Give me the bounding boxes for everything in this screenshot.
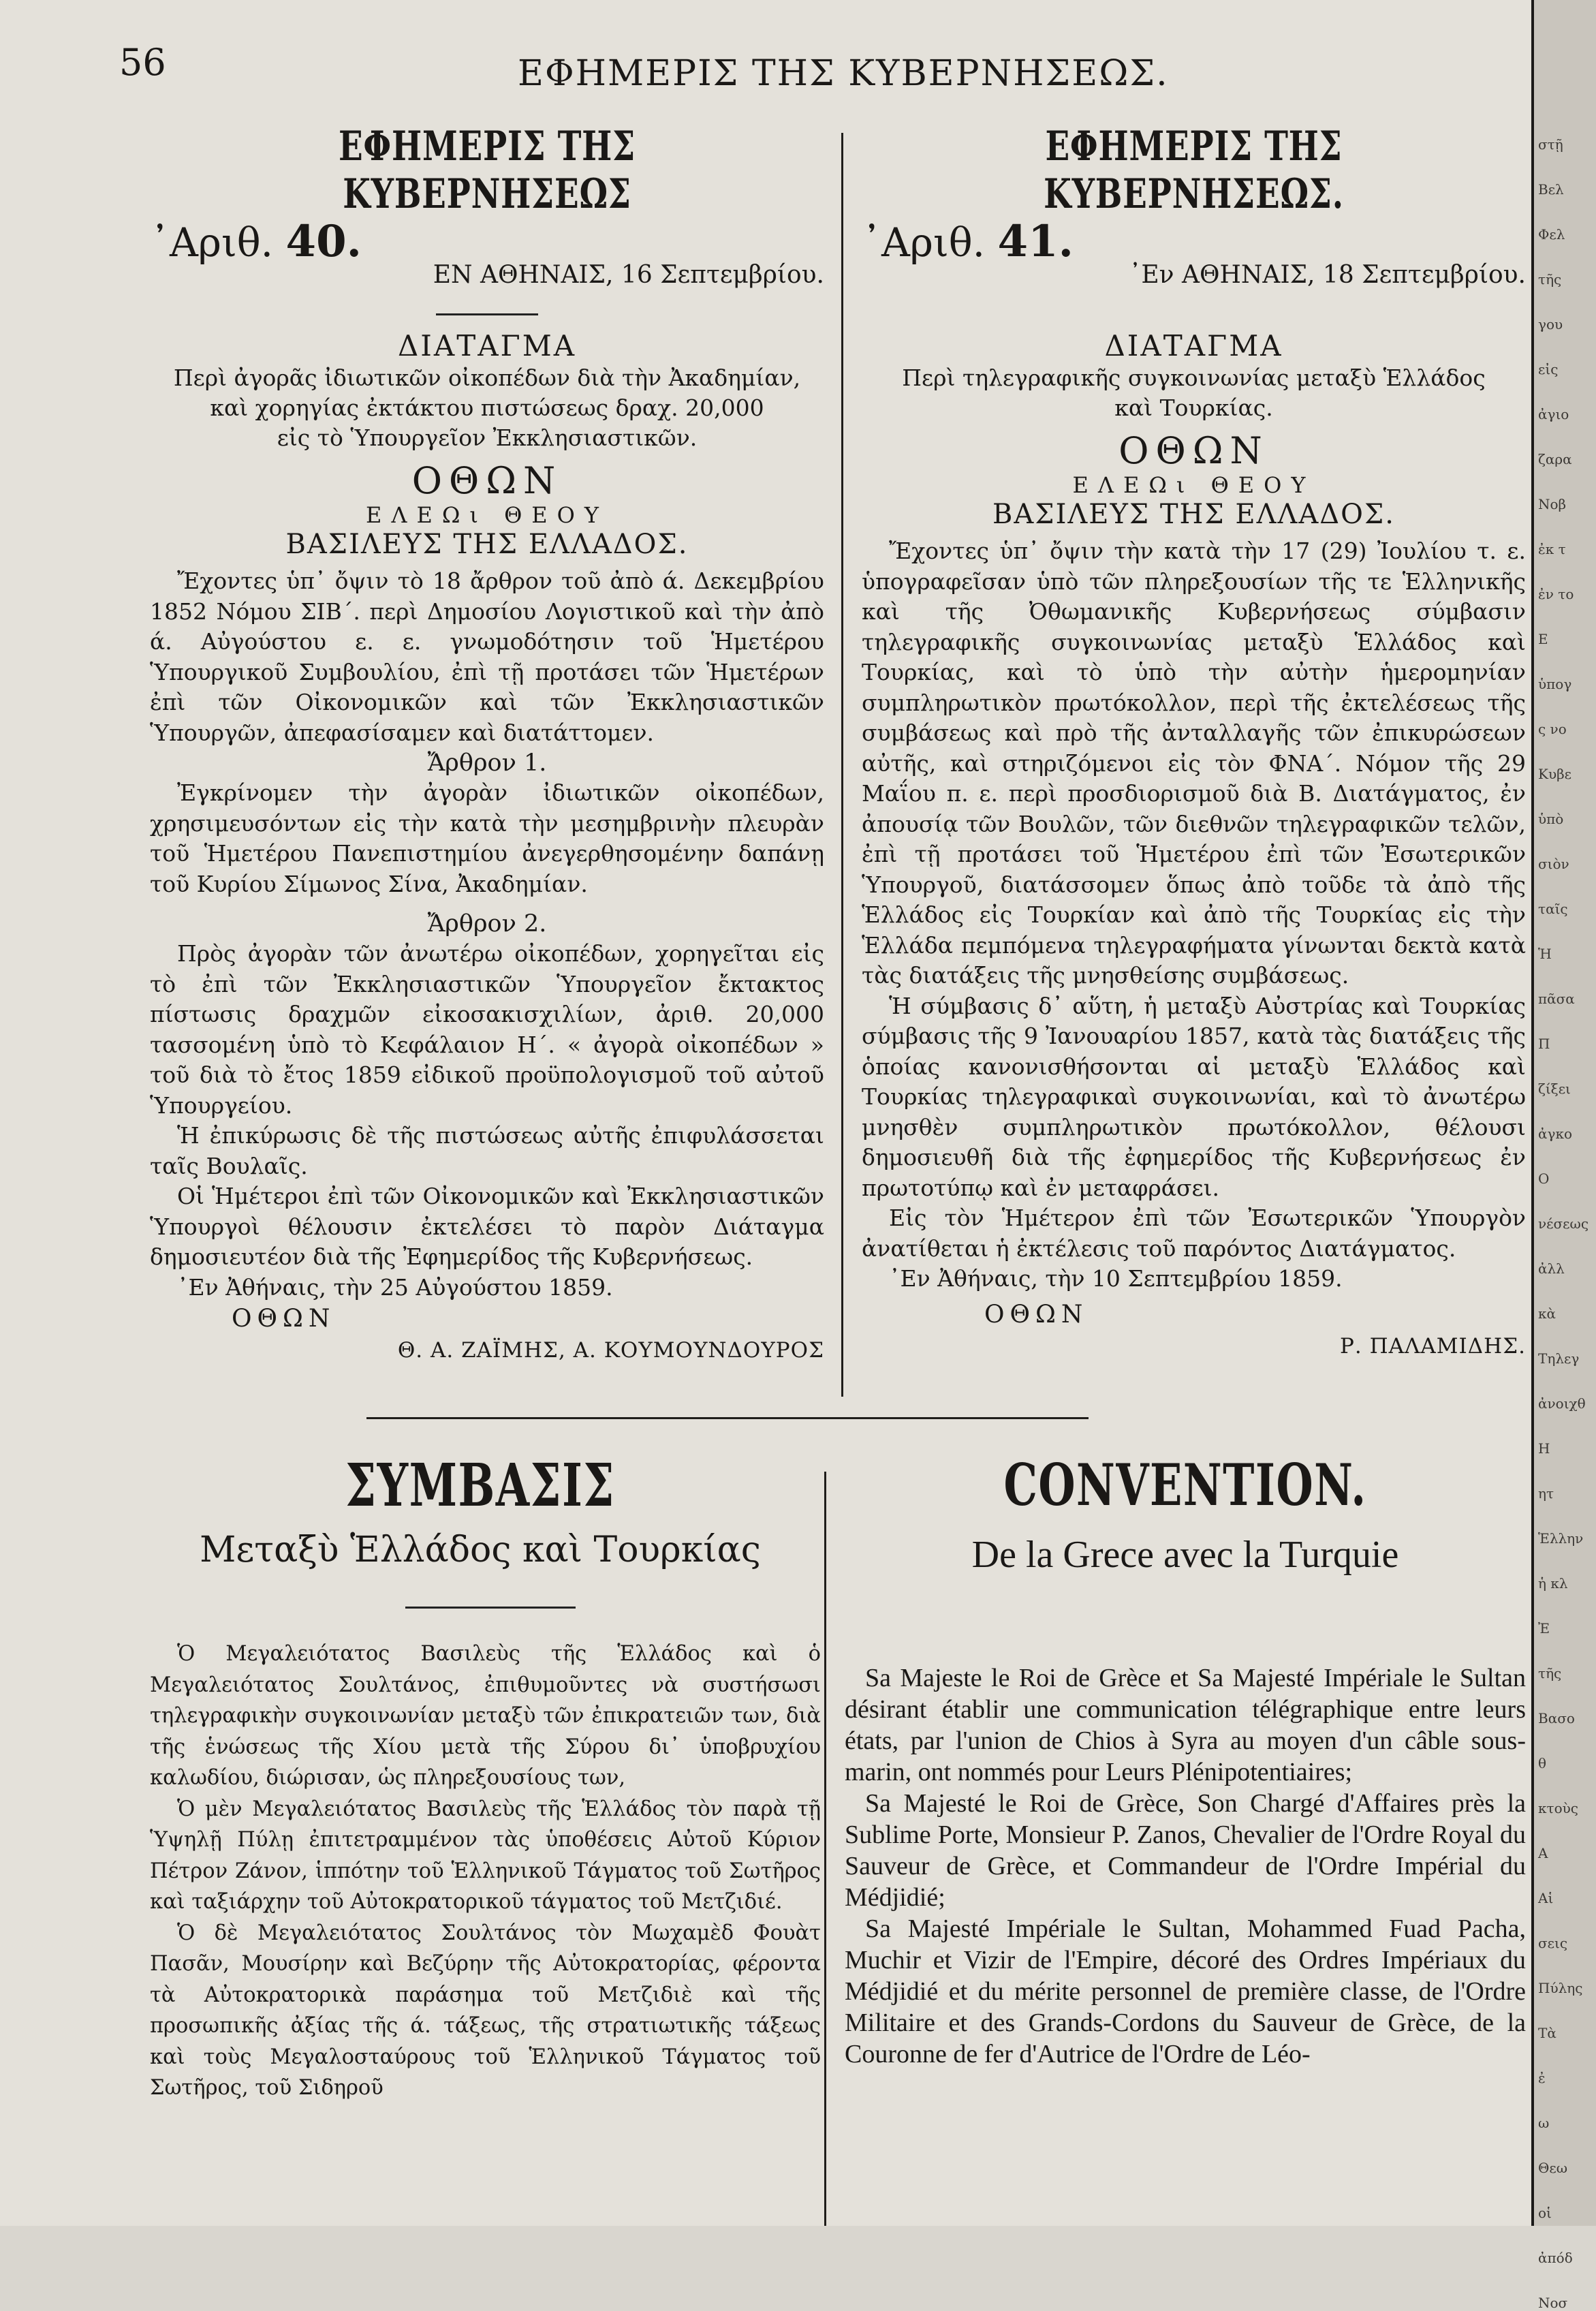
edge-fragment: ἀλλ (1538, 1260, 1565, 1277)
edge-fragment: Φελ (1538, 226, 1565, 243)
execution-clause: Εἰς τὸν Ἡμέτερον ἐπὶ τῶν Ἐσωτερικῶν Ὑπουργὸν ἀνατίθεται ἡ ἐκτέλεσις τοῦ παρόντος Διατάγματος. (862, 1205, 1526, 1262)
edge-fragment: γου (1538, 316, 1563, 332)
decree-title-left: ΔΙΑΤΑΓΜΑ (397, 329, 577, 362)
dateline-left: ΕΝ ΑΘΗΝΑΙΣ, 16 Σεπτεμβρίου. (433, 261, 824, 289)
running-head: ΕΦΗΜΕΡΙΣ ΤΗΣ ΚΥΒΕΡΝΗΣΕΩΣ. (518, 53, 1169, 94)
edge-fragment: οἱ (1538, 2205, 1552, 2221)
masthead-right: ΕΦΗΜΕΡΙΣ ΤΗΣ ΚΥΒΕΡΝΗΣΕΩΣ. (1044, 123, 1344, 218)
edge-fragment: ἀγκο (1538, 1126, 1572, 1142)
edge-fragment: θ (1538, 1755, 1547, 1771)
edge-fragment: Νοβ (1538, 496, 1567, 512)
decree-body-left (150, 566, 824, 1303)
paragraph: Ὁ Μεγαλειότατος Βασιλεὺς τῆς Ἑλλάδος καὶ ὁ Μεγαλειότατος Σουλτάνος, ἐπιθυμοῦντες νὰ συστήσωσι τηλεγραφικὴν συγκοινωνίαν μεταξὺ τῶν ἐπικρατειῶν των, διὰ τῆς ἑνώσεως τῆς Χίου μετὰ τῆς Σύρου δι᾿ ὑποβρυχίου καλωδίου, διώρισαν, ὡς πληρεξουσίους των, (150, 1642, 821, 1790)
edge-fragment: σιὸν (1538, 856, 1569, 872)
edge-fragment: ητ (1538, 1485, 1554, 1502)
convention-title: CONVENTION. (1003, 1451, 1367, 1519)
decree-title-right: ΔΙΑΤΑΓΜΑ (1104, 329, 1283, 362)
subject-line: καὶ χορηγίας ἐκτάκτου πιστώσεως δραχ. 20,000 (210, 394, 764, 421)
edge-fragment: ταῖς (1538, 901, 1568, 917)
issue-40-column (150, 123, 824, 1365)
article-heading: Ἄρθρον 1. (427, 749, 547, 777)
edge-fragment: Νοσ (1538, 2295, 1568, 2311)
edge-fragment: στῇ (1538, 136, 1563, 153)
issue-number: 41. (997, 216, 1074, 267)
decree-body-right (862, 536, 1526, 1294)
edge-fragment: κτοὺς (1538, 1800, 1578, 1816)
place-date: ᾿Εν Ἀθήναις, τὴν 10 Σεπτεμβρίου 1859. (889, 1265, 1343, 1292)
edge-fragment: ὑπογ (1538, 676, 1572, 692)
ratification: Ἡ ἐπικύρωσις δὲ τῆς πιστώσεως αὐτῆς ἐπιφυλάσσεται ταῖς Βουλαῖς. (150, 1122, 824, 1179)
issue-41-column (862, 123, 1526, 1361)
edge-fragment: ἀπόδ (1538, 2250, 1573, 2266)
edge-fragment: κὰ (1538, 1305, 1556, 1322)
convention-subtitle: De la Grece avec la Turquie (971, 1534, 1399, 1576)
symvasis-subtitle: Μεταξὺ Ἑλλάδος καὶ Τουρκίας (200, 1530, 761, 1570)
paragraph: Sa Majeste le Roi de Grèce et Sa Majesté Impériale le Sultan désirant établir une communication télégraphique entre leurs états, par l'union de Chios à Syra au moyen d'un câble sous-marin, ont nommés pour Leurs Plénipotentiaires; (845, 1664, 1526, 1786)
edge-fragment: ἐκ τ (1538, 541, 1566, 557)
edge-fragment: ἐν το (1538, 586, 1574, 602)
page-number: 56 (119, 41, 166, 84)
king-signature-left: ΟΘΩΝ (232, 1305, 336, 1333)
edge-fragment: Βασο (1538, 1710, 1575, 1726)
edge-fragment: Κυβε (1538, 766, 1572, 782)
decree-subject-right (862, 363, 1526, 423)
edge-fragment: Ε (1538, 631, 1548, 647)
grace-right: ΕΛΕΩι ΘΕΟΥ (1072, 472, 1315, 498)
subject-line: Περὶ τηλεγραφικῆς συγκοινωνίας μεταξὺ Ἑλλάδος (902, 365, 1486, 391)
symvasis-body (150, 1639, 821, 2104)
edge-fragment: Τὰ (1538, 2025, 1556, 2041)
article-text: Πρὸς ἀγορὰν τῶν ἀνωτέρω οἰκοπέδων, χορηγεῖται εἰς τὸ ἐπὶ τῶν Ἐκκλησιαστικῶν Ὑπουργεῖον ἔκτακτος πίστωσις δραχμῶν εἰκοσακισχιλίων, ἀριθ. 20,000 τασσομένη ὑπὸ τὸ Κεφάλαιον Η΄. « ἀγορὰ οἰκοπέδων » τοῦ διὰ τὸ ἔτος 1859 εἰδικοῦ προϋπολογισμοῦ τοῦ αὐτοῦ Ὑπουργείου. (150, 940, 824, 1119)
convention-clause: Ἡ σύμβασις δ᾿ αὕτη, ἡ μεταξὺ Αὐστρίας καὶ Τουρκίας σύμβασις τῆς 9 Ἰανουαρίου 1857, κατὰ τὰς διατάξεις τῆς ὁποίας κανονισθήσονται αἱ μεταξὺ Ἑλλάδος καὶ Τουρκίας τηλεγραφικαὶ συγκοινωνίαι, καὶ τὸ ἀνωτέρω μνησθὲν συμπληρωτικὸν πρωτόκολλον, θέλουσι δημοσιευθῆ διὰ τῆς ἐφημερίδος τῆς Κυβερνήσεως ἐν πρωτοτύπῳ καὶ ἐν μεταφράσει. (862, 992, 1526, 1201)
adjacent-page-edge (1531, 0, 1596, 2311)
article-heading: Ἄρθρον 2. (427, 910, 547, 937)
edge-fragment: Ἡ (1538, 946, 1552, 962)
king-name-left: ΟΘΩΝ (411, 459, 563, 502)
edge-fragment: Α (1538, 1845, 1548, 1861)
edge-fragment: Αἱ (1538, 1890, 1554, 1906)
edge-fragment: Π (1538, 1036, 1550, 1052)
edge-fragment: Θεω (1538, 2160, 1568, 2176)
subject-line: εἰς τὸ Ὑπουργεῖον Ἐκκλησιαστικῶν. (277, 424, 698, 451)
edge-fragment: εἰς (1538, 361, 1559, 377)
edge-fragment: ς νο (1538, 721, 1567, 737)
edge-fragment: Ἐ (1538, 1620, 1550, 1637)
grace-left: ΕΛΕΩι ΘΕΟΥ (365, 502, 609, 528)
execution-clause: Οἱ Ἡμέτεροι ἐπὶ τῶν Οἰκονομικῶν καὶ Ἐκκλησιαστικῶν Ὑπουργοὶ θέλουσιν ἐκτελέσει τὸ παρὸν Διάταγμα δημοσιευτέον διὰ τῆς Ἐφημερίδος τῆς Κυβερνήσεως. (150, 1183, 824, 1270)
countersigners-left: Θ. Α. ΖΑΪΜΗΣ, Α. ΚΟΥΜΟΥΝΔΟΥΡΟΣ (397, 1338, 824, 1363)
masthead-left: ΕΦΗΜΕΡΙΣ ΤΗΣ ΚΥΒΕΡΝΗΣΕΩΣ (338, 123, 636, 218)
subject-line: Περὶ ἀγορᾶς ἰδιωτικῶν οἰκοπέδων διὰ τὴν Ἀκαδημίαν, (173, 365, 801, 391)
edge-fragment: νέσεως (1538, 1215, 1589, 1232)
edge-fragment: τῆς (1538, 271, 1562, 288)
edge-fragment: πᾶσα (1538, 991, 1575, 1007)
dateline-right: ᾿Εν ΑΘΗΝΑΙΣ, 18 Σεπτεμβρίου. (1129, 261, 1526, 289)
divider (405, 1607, 576, 1609)
countersigner-right: Ρ. ΠΑΛΑΜΙΔΗΣ. (1340, 1333, 1526, 1359)
king-title-right: ΒΑΣΙΛΕΥΣ ΤΗΣ ΕΛΛΑΔΟΣ. (992, 499, 1395, 530)
issue-label: ᾿Αριθ. (150, 219, 274, 266)
edge-fragment: τῆς (1538, 1665, 1562, 1681)
paragraph: Ὁ μὲν Μεγαλειότατος Βασιλεὺς τῆς Ἑλλάδος τὸν παρὰ τῇ Ὑψηλῇ Πύλῃ ἐπιτετραμμένον τὰς ὑποθέσεις Αὐτοῦ Κύριον Πέτρον Ζάνον, ἱππότην τοῦ Ἑλληνικοῦ Τάγματος τοῦ Σωτῆρος καὶ ταξιάρχην τοῦ Αὐτοκρατορικοῦ τάγματος τοῦ Μετζιδιέ. (150, 1797, 821, 1914)
edge-fragment: ἀγιο (1538, 406, 1569, 422)
column-rule (841, 133, 843, 1397)
edge-fragment: ἐ (1538, 2070, 1546, 2086)
issue-line-left (150, 216, 824, 267)
edge-fragment: σεις (1538, 1935, 1568, 1951)
edge-fragment: Βελ (1538, 181, 1564, 198)
edge-fragment: Ο (1538, 1170, 1550, 1187)
edge-fragment: Η (1538, 1440, 1550, 1457)
paragraph: Sa Majesté Impériale le Sultan, Mohammed Fuad Pacha, Muchir et Vizir de l'Empire, décoré des Ordres Impériaux du Médjidié et du mérite personnel de première classe, de l'Ordre Militaire et des Grands-Cordons du Sauveur de Grèce, de la Couronne de fer d'Autrice de l'Ordre de Léo- (845, 1914, 1526, 2068)
king-signature-right: ΟΘΩΝ (984, 1300, 1089, 1329)
symvasis-title: ΣΥΜΒΑΣΙΣ (345, 1451, 615, 1520)
convention-body (845, 1662, 1526, 2070)
paragraph: Sa Majesté le Roi de Grèce, Son Chargé d'Affaires près la Sublime Porte, Monsieur P. Zanos, Chevalier de l'Ordre Royal du Sauveur de Grèce, et Commandeur de l'Ordre Impérial du Médjidié; (845, 1789, 1526, 1912)
issue-label: ᾿Αριθ. (862, 219, 986, 266)
edge-fragment: ζαρα (1538, 451, 1572, 467)
preamble: Ἔχοντες ὑπ᾿ ὄψιν τὸ 18 ἄρθρον τοῦ ἀπὸ ά. Δεκεμβρίου 1852 Νόμου ΣΙΒ΄. περὶ Δημοσίου Λογιστικοῦ καὶ τὴν ἀπὸ ά. Αὐγούστου ε. ε. γνωμοδότησιν τοῦ Ἡμετέρου Ὑπουργικοῦ Συμβουλίου, ἐπὶ τῇ προτάσει τῶν Ἡμετέρων ἐπὶ τῶν Οἰκονομικῶν καὶ τῶν Ἐκκλησιαστικῶν Ὑπουργῶν, ἀπεφασίσαμεν καὶ διατάττομεν. (150, 568, 824, 746)
edge-fragment: Πύλης (1538, 1980, 1583, 1996)
divider (436, 313, 538, 315)
edge-fragment: ἀνοιχθ (1538, 1395, 1586, 1412)
article-text: Ἐγκρίνομεν τὴν ἀγορὰν ἰδιωτικῶν οἰκοπέδων, χρησιμευσόντων εἰς τὴν κατὰ τὴν μεσημβρινὴν πλευρὰν τοῦ Ἡμετέρου Πανεπιστημίου ἀνεγερθησομένην δαπάνῃ τοῦ Κυρίου Σίμωνος Σίνα, Ἀκαδημίαν. (150, 779, 824, 897)
issue-number: 40. (285, 216, 362, 267)
edge-fragment: ὑπὸ (1538, 811, 1564, 827)
subject-line: καὶ Τουρκίας. (1114, 394, 1273, 421)
edge-fragment: ἡ κλ (1538, 1575, 1568, 1592)
paragraph: Ὁ δὲ Μεγαλειότατος Σουλτάνος τὸν Μωχαμὲδ Φουὰτ Πασᾶν, Μουσίρην καὶ Βεζύρην τῆς Αὐτοκρατορίας, φέροντα τὰ Αὐτοκρατορικὰ παράσημα τοῦ Μετζιδιὲ καὶ τῆς προσωπικῆς ἀξίας τῆς ά. τάξεως, τῆς στρατιωτικῆς τάξεως καὶ τοὺς Μεγαλοσταύρους τοῦ Ἑλληνικοῦ Τάγματος τοῦ Σωτῆρος, τοῦ Σιδηροῦ (150, 1921, 821, 2100)
king-name-right: ΟΘΩΝ (1118, 429, 1269, 472)
place-date: ᾿Εν Ἀθήναις, τὴν 25 Αὐγούστου 1859. (177, 1273, 613, 1301)
edge-fragment: ω (1538, 2115, 1550, 2131)
section-rule (366, 1417, 1089, 1419)
edge-fragment: ζίξει (1538, 1081, 1571, 1097)
edge-fragment: Ἑλλην (1538, 1530, 1584, 1547)
edge-fragment: Τηλεγ (1538, 1350, 1580, 1367)
decree-subject-left (150, 363, 824, 453)
column-rule (824, 1472, 826, 2226)
preamble: Ἔχοντες ὑπ᾿ ὄψιν τὴν κατὰ τὴν 17 (29) Ἰουλίου τ. ε. ὑπογραφεῖσαν ὑπὸ τῶν πληρεξουσίων τῆς τε Ἑλληνικῆς καὶ τῆς Ὀθωμανικῆς Κυβερνήσεως σύμβασιν τηλεγραφικῆς συγκοινωνίας μεταξὺ Ἑλλάδος καὶ Τουρκίας, καὶ τὸ ὑπὸ τὴν αὐτὴν ἡμερομηνίαν συμπληρωτικὸν πρωτόκολλον, περὶ τῆς ἐκτελέσεως τῆς συμβάσεως καὶ πρὸ τῆς ἀνταλλαγῆς τῶν ἐπικυρώσεων αὐτῆς, καὶ στηριζόμενοι εἰς τὸν ΦΝΑ΄. Νόμον τῆς 29 Μαΐου π. ε. περὶ προσδιορισμοῦ διὰ Β. Διατάγματος, ἐν ἀπουσίᾳ τῶν Βουλῶν, τῶν διεθνῶν τηλεγραφικῶν τελῶν, ἐπὶ τῇ προτάσει τοῦ Ἡμετέρου ἐπὶ τῶν Ἐσωτερικῶν Ὑπουργοῦ, διατάσσομεν ὅπως ἀπὸ τοῦδε τὰ ἀπὸ τῆς Ἑλλάδος εἰς Τουρκίαν καὶ ἀπὸ τῆς Τουρκίας εἰς τὴν Ἑλλάδα πεμπόμενα τηλεγραφήματα γίνωνται δεκτὰ κατὰ τὰς διατάξεις τῆς μνησθείσης συμβάσεως. (862, 538, 1526, 989)
issue-line-right (862, 216, 1526, 267)
king-title-left: ΒΑΣΙΛΕΥΣ ΤΗΣ ΕΛΛΑΔΟΣ. (285, 529, 689, 560)
